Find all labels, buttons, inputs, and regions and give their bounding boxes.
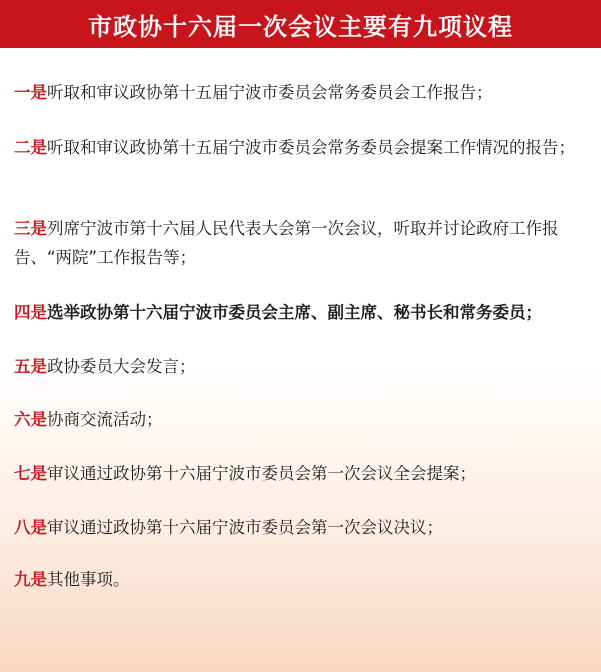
agenda-item-number: 七是 (14, 464, 47, 483)
title-banner (0, 0, 601, 48)
agenda-item-6 (14, 405, 592, 434)
agenda-item-text: 政协委员大会发言； (47, 357, 196, 376)
agenda-item-number: 六是 (14, 410, 47, 429)
agenda-item-9 (14, 565, 592, 594)
agenda-item-text: 听取和审议政协第十五届宁波市委员会常务委员会提案工作情况的报告； (47, 138, 575, 157)
agenda-item-1 (14, 78, 592, 107)
agenda-item-number: 二是 (14, 138, 47, 157)
agenda-item-text: 其他事项。 (47, 570, 130, 589)
agenda-item-number: 一是 (14, 83, 47, 102)
agenda-item-number: 三是 (14, 219, 47, 238)
agenda-item-text: 列席宁波市第十六届人民代表大会第一次会议，听取并讨论政府工作报告、“两院”工作报告等； (14, 219, 559, 267)
agenda-item-4 (14, 298, 592, 327)
agenda-item-3 (14, 214, 592, 272)
agenda-item-text: 选举政协第十六届宁波市委员会主席、副主席、秘书长和常务委员； (47, 303, 542, 322)
agenda-item-text: 协商交流活动； (47, 410, 163, 429)
agenda-item-number: 八是 (14, 518, 47, 537)
agenda-item-text: 审议通过政协第十六届宁波市委员会第一次会议决议； (47, 518, 443, 537)
agenda-item-5 (14, 352, 592, 381)
agenda-item-8 (14, 513, 592, 542)
agenda-item-text: 听取和审议政协第十五届宁波市委员会常务委员会工作报告； (47, 83, 493, 102)
agenda-item-text: 审议通过政协第十六届宁波市委员会第一次会议全会提案； (47, 464, 476, 483)
agenda-item-number: 四是 (14, 303, 47, 322)
agenda-item-number: 九是 (14, 570, 47, 589)
page-title: 市政协十六届一次会议主要有九项议程 (88, 11, 513, 41)
agenda-item-7 (14, 459, 592, 488)
agenda-item-2 (14, 133, 592, 162)
agenda-item-number: 五是 (14, 357, 47, 376)
